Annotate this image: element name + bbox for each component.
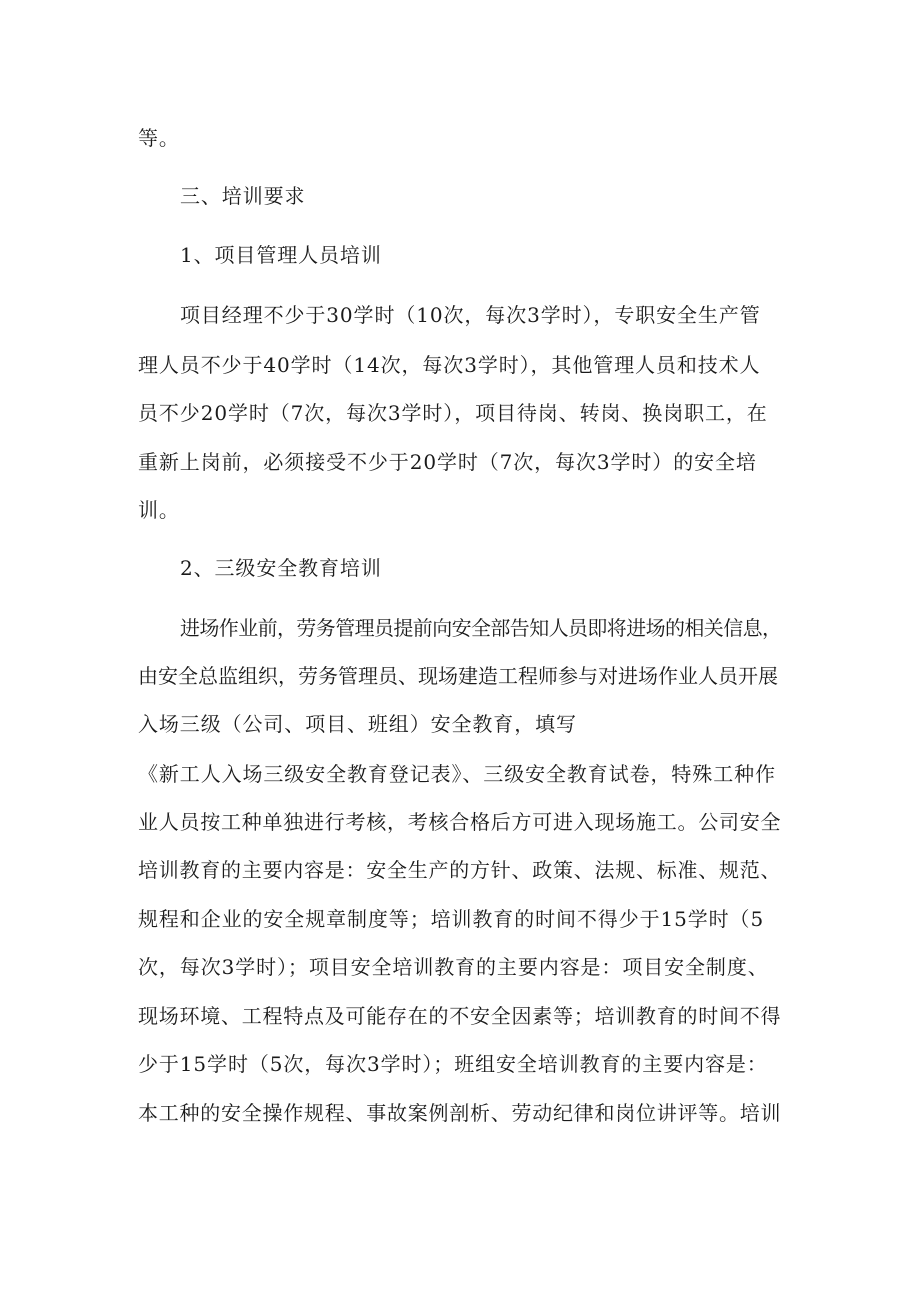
text-line: 规程和企业的安全规章制度等；培训教育的时间不得少于15学时（5	[138, 907, 765, 931]
text-line: 项目经理不少于30学时（10次，每次3学时），专职安全生产管	[180, 303, 761, 327]
text-line: 进场作业前，劳务管理员提前向安全部告知人员即将进场的相关信息，	[180, 616, 782, 640]
text-line: 等。	[138, 126, 180, 150]
text-line: 次，每次3学时）；项目安全培训教育的主要内容是：项目安全制度、	[138, 955, 769, 979]
text-line: 理人员不少于40学时（14次，每次3学时），其他管理人员和技术人	[138, 353, 761, 377]
text-line: 现场环境、工程特点及可能存在的不安全因素等；培训教育的时间不得	[138, 1004, 782, 1028]
section-heading: 三、培训要求	[180, 184, 306, 208]
text-line: 《新工人入场三级安全教育登记表》、三级安全教育试卷，特殊工种作	[138, 762, 776, 786]
subsection-heading: 1、项目管理人员培训	[180, 243, 382, 267]
text-line: 入场三级（公司、项目、班组）安全教育，填写	[138, 712, 577, 736]
text-line: 由安全总监组织，劳务管理员、现场建造工程师参与对进场作业人员开展	[138, 664, 778, 688]
subsection-heading: 2、三级安全教育培训	[180, 556, 382, 580]
text-line: 少于15学时（5次，每次3学时）；班组安全培训教育的主要内容是：	[138, 1052, 768, 1076]
text-line: 重新上岗前，必须接受不少于20学时（7次，每次3学时）的安全培	[138, 450, 757, 474]
text-line: 培训教育的主要内容是：安全生产的方针、政策、法规、标准、规范、	[138, 858, 782, 882]
text-line: 员不少20学时（7次，每次3学时），项目待岗、转岗、换岗职工，在	[138, 401, 768, 425]
text-line: 业人员按工种单独进行考核，考核合格后方可进入现场施工。公司安全	[138, 810, 782, 834]
text-line: 训。	[138, 498, 180, 522]
text-line: 本工种的安全操作规程、事故案例剖析、劳动纪律和岗位讲评等。培训	[138, 1101, 782, 1125]
